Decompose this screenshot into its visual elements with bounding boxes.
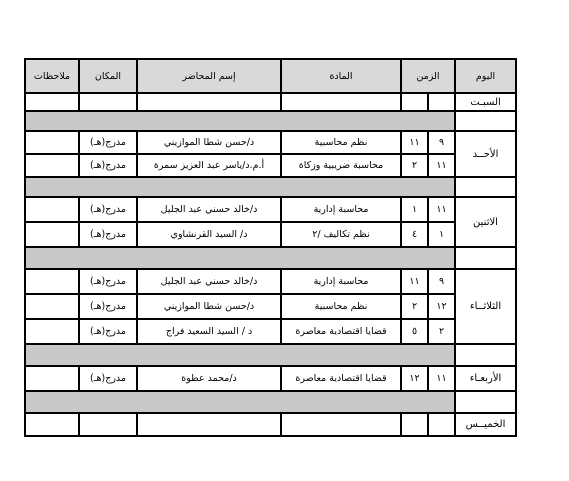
time-to: ١ [401,197,428,222]
lecturer-cell: د/ السيد القرنشاوي [137,222,281,247]
lecturer-cell: د / السيد السعيد فراج [137,319,281,344]
empty-cell [401,93,428,111]
lecturer-cell: د/محمد عطوة [137,366,281,391]
day-sunday: الأحــد [455,131,516,177]
empty-cell [455,344,516,366]
empty-cell [25,413,79,436]
empty-cell [401,413,428,436]
empty-cell [79,413,137,436]
place-cell: مدرج(هـ) [79,131,137,154]
separator-row [25,344,455,366]
empty-cell [25,93,79,111]
header-notes: ملاحظات [25,59,79,93]
place-cell: مدرج(هـ) [79,269,137,294]
time-from: ٩ [428,269,455,294]
place-cell: مدرج(هـ) [79,154,137,177]
day-tuesday: الثلاثــاء [455,269,516,344]
lecturer-cell: د/خالد حسني عبد الجليل [137,197,281,222]
time-from: ٢ [428,319,455,344]
empty-cell [137,93,281,111]
subject-cell: قضايا اقتصادية معاصرة [281,319,401,344]
separator-row [25,111,455,131]
empty-cell [455,177,516,197]
place-cell: مدرج(هـ) [79,222,137,247]
day-wednesday: الأربعـاء [455,366,516,391]
empty-cell [455,391,516,413]
day-saturday: السبـت [455,93,516,111]
empty-cell [455,247,516,269]
empty-cell [455,111,516,131]
day-thursday: الخميــس [455,413,516,436]
time-to: ٥ [401,319,428,344]
empty-cell [428,413,455,436]
place-cell: مدرج(هـ) [79,319,137,344]
subject-cell: نظم تكاليف /٢ [281,222,401,247]
place-cell: مدرج(هـ) [79,366,137,391]
empty-cell [428,93,455,111]
lecturer-cell: د/حسن شطا الموازيني [137,294,281,319]
time-from: ١٢ [428,294,455,319]
subject-cell: محاسبة إدارية [281,269,401,294]
notes-cell [25,366,79,391]
notes-cell [25,222,79,247]
time-to: ١١ [401,131,428,154]
time-from: ٩ [428,131,455,154]
header-day: اليوم [455,59,516,93]
empty-cell [79,93,137,111]
time-to: ٢ [401,154,428,177]
subject-cell: محاسبة ضريبية وزكاة [281,154,401,177]
notes-cell [25,131,79,154]
place-cell: مدرج(هـ) [79,294,137,319]
separator-row [25,247,455,269]
subject-cell: محاسبة إدارية [281,197,401,222]
schedule-table [25,59,516,436]
subject-cell: نظم محاسبية [281,131,401,154]
empty-cell [281,93,401,111]
subject-cell: قضايا اقتصادية معاصرة [281,366,401,391]
separator-row [25,391,455,413]
notes-cell [25,269,79,294]
place-cell: مدرج(هـ) [79,197,137,222]
separator-row [25,177,455,197]
header-subject: المادة [281,59,401,93]
time-from: ١ [428,222,455,247]
notes-cell [25,197,79,222]
header-time: الزمن [401,59,455,93]
empty-cell [281,413,401,436]
notes-cell [25,319,79,344]
time-from: ١١ [428,366,455,391]
time-to: ١٢ [401,366,428,391]
header-lecturer: إسم المحاضر [137,59,281,93]
lecturer-cell: د/خالد حسني عبد الجليل [137,269,281,294]
lecturer-cell: د/حسن شطا الموازيني [137,131,281,154]
time-to: ٢ [401,294,428,319]
subject-cell: نظم محاسبية [281,294,401,319]
empty-cell [137,413,281,436]
time-to: ١١ [401,269,428,294]
time-from: ١١ [428,154,455,177]
notes-cell [25,294,79,319]
notes-cell [25,154,79,177]
time-from: ١١ [428,197,455,222]
day-monday: الاثنين [455,197,516,247]
time-to: ٤ [401,222,428,247]
lecturer-cell: أ.م.د/ياسر عبد العزيز سمرة [137,154,281,177]
header-place: المكان [79,59,137,93]
